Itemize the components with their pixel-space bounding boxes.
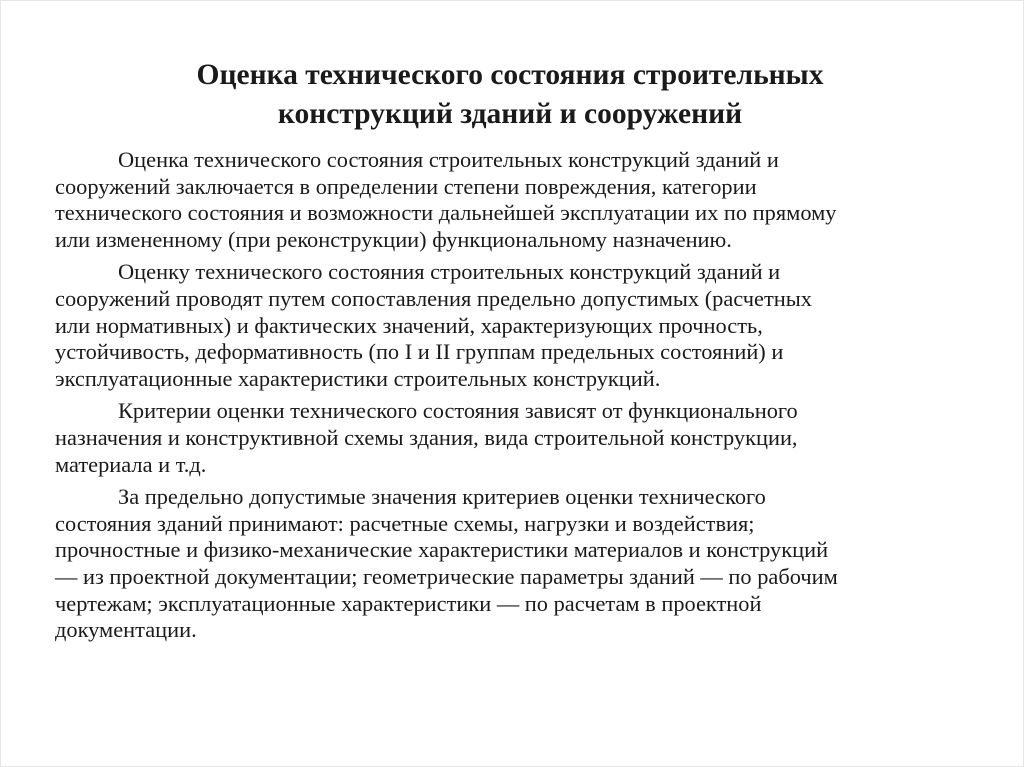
paragraph-line: или нормативных) и фактических значений, характеризующих прочность, bbox=[55, 312, 763, 338]
paragraph-definition bbox=[55, 147, 975, 253]
paragraph-line: За предельно допустимые значения критериев оценки технического bbox=[118, 484, 766, 510]
paragraph-line: Оценка технического состояния строительных конструкций зданий и bbox=[118, 147, 779, 172]
paragraph-line: сооружений заключается в определении степени повреждения, категории bbox=[55, 173, 757, 199]
paragraph-line: эксплуатационные характеристики строительных конструкций. bbox=[55, 365, 661, 391]
paragraph-line: прочностные и физико-механические характеристики материалов и конструкций bbox=[55, 537, 829, 563]
paragraph-line: сооружений проводят путем сопоставления предельно допустимых (расчетных bbox=[55, 285, 812, 311]
paragraph-line: назначения и конструктивной схемы здания, вида строительной конструкции, bbox=[55, 424, 798, 450]
paragraph-line: документации. bbox=[55, 617, 197, 643]
slide-title bbox=[90, 56, 930, 134]
paragraph-criteria bbox=[55, 398, 975, 478]
slide-title-line: Оценка технического состояния строительных bbox=[196, 59, 824, 91]
paragraph-method bbox=[55, 259, 975, 392]
paragraph-line: Критерии оценки технического состояния зависят от функционального bbox=[118, 398, 798, 424]
paragraph-limits bbox=[55, 484, 975, 644]
paragraph-line: Оценку технического состояния строительных конструкций зданий и bbox=[118, 259, 781, 285]
paragraph-line: — из проектной документации; геометрические параметры зданий — по рабочим bbox=[55, 563, 838, 589]
paragraph-line: устойчивость, деформативность (по I и II группам предельных состояний) и bbox=[55, 339, 784, 365]
paragraph-line: чертежам; эксплуатационные характеристики — по расчетам в проектной bbox=[55, 590, 762, 616]
paragraph-line: или измененному (при реконструкции) функциональному назначению. bbox=[55, 226, 732, 252]
slide-title-line: конструкций зданий и сооружений bbox=[277, 98, 743, 130]
paragraph-line: технического состояния и возможности дальнейшей эксплуатации их по прямому bbox=[55, 200, 837, 226]
slide-body bbox=[55, 147, 975, 650]
paragraph-line: состояния зданий принимают: расчетные схемы, нагрузки и воздействия; bbox=[55, 510, 755, 536]
paragraph-line: материала и т.д. bbox=[55, 451, 207, 477]
